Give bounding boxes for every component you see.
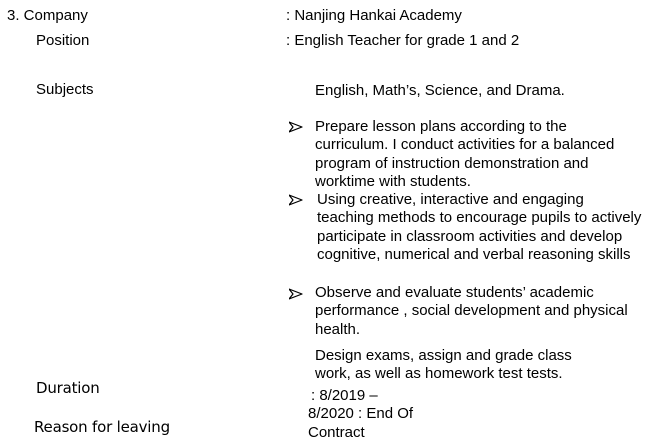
arrow-bullet-icon bbox=[289, 194, 303, 206]
bullet-item: Using creative, interactive and engaging teaching methods to encourage pupils to actively participate in classroom activities and develop cognitive, numerical and verbal reasoning skills bbox=[317, 191, 642, 263]
subjects-label: Subjects bbox=[36, 81, 94, 98]
company-label: 3. Company bbox=[7, 7, 88, 24]
duration-line-1: : 8/2019 – bbox=[311, 387, 378, 404]
bullet-item: Prepare lesson plans according to the curriculum. I conduct activities for a balanced program of instruction demonstration and worktime with students. bbox=[315, 118, 615, 190]
company-value: : Nanjing Hankai Academy bbox=[286, 7, 462, 24]
arrow-bullet-icon bbox=[289, 121, 303, 133]
position-value: : English Teacher for grade 1 and 2 bbox=[286, 32, 520, 49]
subjects-value: English, Math’s, Science, and Drama. bbox=[315, 82, 565, 99]
position-label: Position bbox=[36, 32, 90, 49]
bullet-item: Observe and evaluate students’ academic performance , social development and physical health. bbox=[315, 284, 628, 338]
reason-label: Reason for leaving bbox=[34, 418, 170, 436]
duration-label: Duration bbox=[36, 379, 100, 397]
extra-paragraph: Design exams, assign and grade class work, as well as homework test tests. bbox=[315, 347, 572, 383]
arrow-bullet-icon bbox=[289, 288, 303, 300]
duration-line-3: Contract bbox=[308, 424, 365, 441]
duration-line-2: 8/2020 : End Of bbox=[308, 405, 414, 422]
